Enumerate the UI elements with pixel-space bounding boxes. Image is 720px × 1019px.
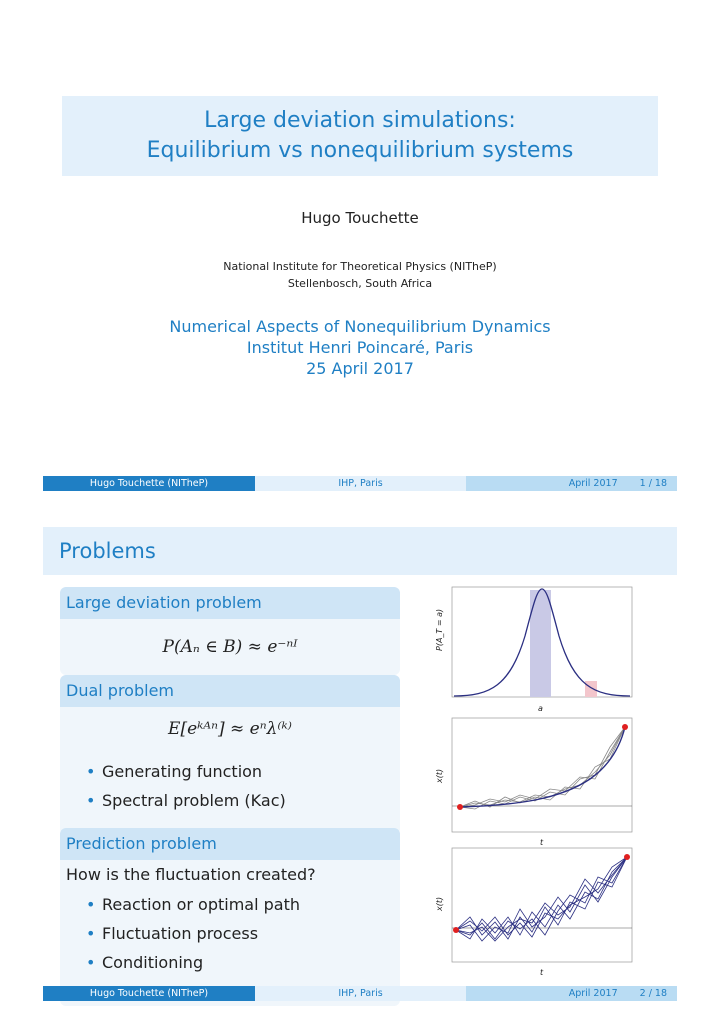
prediction-question: How is the fluctuation created? [66, 865, 316, 884]
event-line-3: 25 April 2017 [306, 359, 414, 378]
footer-venue: IHP, Paris [255, 476, 466, 491]
dual-list [60, 757, 400, 815]
footer-date: April 2017 [568, 478, 618, 489]
tail-band [585, 681, 597, 697]
footer-date-page [466, 986, 677, 1001]
footer [43, 476, 677, 491]
frame-title: Problems [43, 527, 677, 575]
list-item: • Reaction or optimal path [86, 890, 400, 919]
block-title: Dual problem [60, 675, 400, 707]
fig3-ylabel: x(t) [435, 896, 444, 911]
fig2-xlabel: t [540, 838, 544, 847]
gaussian-plot [430, 586, 690, 706]
ld-formula: P(Aₙ ∈ B) ≈ e⁻ⁿᴵ [60, 619, 400, 675]
conditioned-plot [430, 847, 690, 969]
footer [43, 986, 677, 1001]
institute-line-1: National Institute for Theoretical Physics (NITheP) [223, 260, 497, 273]
footer-date: April 2017 [568, 988, 618, 999]
author-name: Hugo Touchette [301, 209, 419, 227]
title-slide [0, 0, 720, 493]
list-item: • Fluctuation process [86, 919, 400, 948]
dual-problem-block [60, 675, 400, 835]
footer-page: 1 / 18 [639, 478, 667, 489]
title-line-2: Equilibrium vs nonequilibrium systems [146, 138, 574, 163]
institute [0, 258, 720, 292]
footer-venue: IHP, Paris [255, 986, 466, 1001]
end-marker [622, 724, 628, 730]
presentation-title [62, 96, 658, 176]
problems-slide [0, 525, 720, 1019]
large-deviation-block [60, 587, 400, 675]
dual-formula: E[eᵏᴬⁿ] ≈ eⁿλ⁽ᵏ⁾ [168, 719, 292, 739]
fig1-xlabel: a [538, 704, 543, 713]
fig1-ylabel: P(A_T = a) [435, 608, 444, 651]
list-item: • Spectral problem (Kac) [86, 786, 400, 815]
fig2-ylabel: x(t) [435, 768, 444, 783]
footer-author: Hugo Touchette (NITheP) [43, 986, 255, 1001]
fig3-xlabel: t [540, 968, 544, 977]
list-item: • Conditioning [86, 948, 400, 977]
prediction-problem-block [60, 828, 400, 1006]
block-title: Large deviation problem [60, 587, 400, 619]
footer-author: Hugo Touchette (NITheP) [43, 476, 255, 491]
institute-line-2: Stellenbosch, South Africa [287, 277, 433, 290]
list-item: • Generating function [86, 757, 400, 786]
paths-plot [430, 717, 690, 839]
event-info [0, 316, 720, 379]
paths-figure [430, 717, 690, 847]
conditioned-paths-figure [430, 847, 690, 977]
title-line-1: Large deviation simulations: [204, 108, 516, 133]
end-marker [624, 854, 630, 860]
start-marker [457, 804, 463, 810]
footer-page: 2 / 18 [639, 988, 667, 999]
prediction-list [60, 890, 400, 977]
gaussian-figure [430, 586, 690, 716]
block-title: Prediction problem [60, 828, 400, 860]
event-line-1: Numerical Aspects of Nonequilibrium Dynamics [169, 317, 551, 336]
start-marker [453, 927, 459, 933]
footer-date-page [466, 476, 677, 491]
event-line-2: Institut Henri Poincaré, Paris [246, 338, 474, 357]
